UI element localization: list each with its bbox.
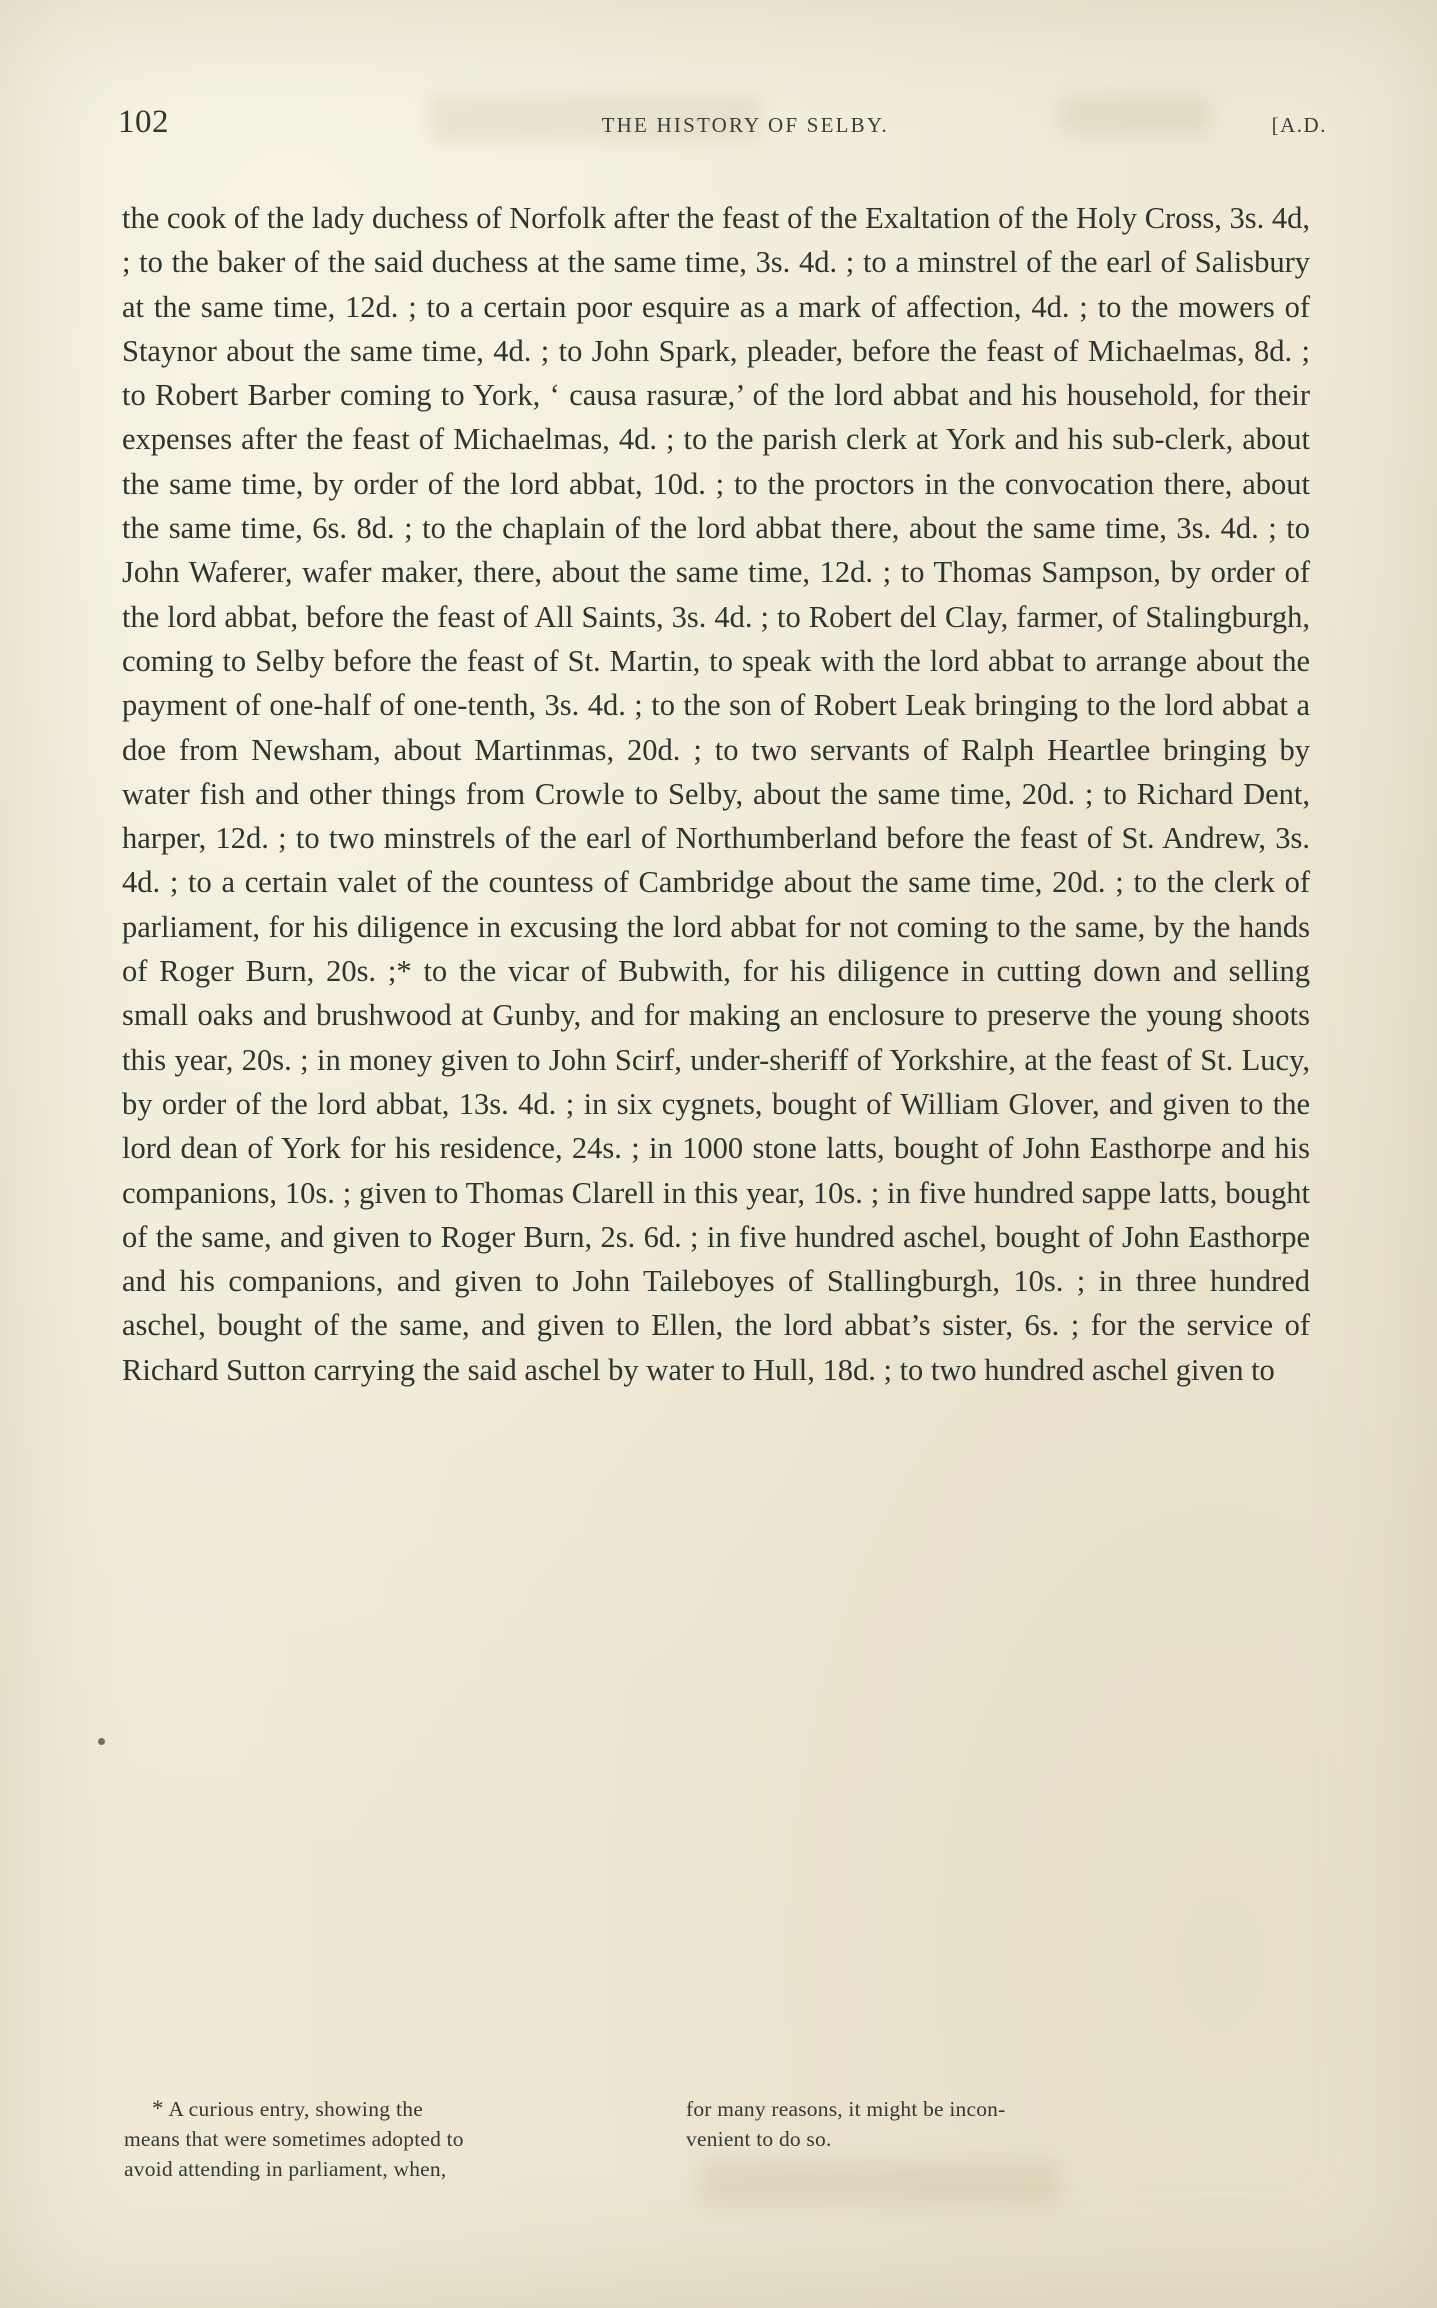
footnote-text: A curious entry, showing the — [168, 2097, 424, 2121]
running-title: THE HISTORY OF SELBY. — [601, 113, 889, 137]
footnote — [124, 2094, 1302, 2184]
date-mark-label: A.D. — [1280, 113, 1327, 137]
footnote-line: for many reasons, it might be incon- — [686, 2097, 1006, 2121]
marginal-dot — [98, 1738, 105, 1745]
body-paragraph: the cook of the lady duchess of Norfolk after the feast of the Exaltation of the Holy Cross, 3s. 4d, ; to the baker of the said duchess at the same time, 3s. 4d. ; to a minstrel of the earl of Salisbury at the same time, 12d. ; to a certain poor esquire as a mark of affection, 4d. ; to the mowers of Staynor about the same time, 4d. ; to John Spark, pleader, before the feast of Michaelmas, 8d. ; to Robert Barber coming to York, ‘ causa rasuræ,’ of the lord abbat and his household, for their expenses after the feast of Michaelmas, 4d. ; to the parish clerk at York and his sub-clerk, about the same time, by order of the lord abbat, 10d. ; to the proctors in the convocation there, about the same time, 6s. 8d. ; to the chaplain of the lord abbat there, about the same time, 3s. 4d. ; to John Waferer, wafer maker, there, about the same time, 12d. ; to Thomas Sampson, by order of the lord abbat, before the feast of All Saints, 3s. 4d. ; to Robert del Clay, farmer, of Stalingburgh, coming to Selby before the feast of St. Martin, to speak with the lord abbat to arrange about the payment of one-half of one-tenth, 3s. 4d. ; to the son of Robert Leak bringing to the lord abbat a doe from Newsham, about Martinmas, 20d. ; to two servants of Ralph Heartlee bringing by water fish and other things from Crowle to Selby, about the same time, 20d. ; to Richard Dent, harper, 12d. ; to two minstrels of the earl of Northumberland before the feast of St. Andrew, 3s. 4d. ; to a certain valet of the countess of Cambridge about the same time, 20d. ; to the clerk of parliament, for his diligence in excusing the lord abbat for not coming to the same, by the hands of Roger Burn, 20s. ;* to the vicar of Bubwith, for his diligence in cutting down and selling small oaks and brushwood at Gunby, and for making an enclosure to preserve the young shoots this year, 20s. ; in money given to John Scirf, under-sheriff of Yorkshire, at the feast of St. Lucy, by order of the lord abbat, 13s. 4d. ; in six cygnets, bought of William Glover, and given to the lord dean of York for his residence, 24s. ; in 1000 stone latts, bought of John Easthorpe and his companions, 10s. ; given to Thomas Clarell in this year, 10s. ; in five hundred sappe latts, bought of the same, and given to Roger Burn, 2s. 6d. ; in five hundred aschel, bought of John Easthorpe and his companions, and given to John Taileboyes of Stallingburgh, 10s. ; in three hundred aschel, bought of the same, and given to Ellen, the lord abbat’s sister, 6s. ; for the service of Richard Sutton carrying the said aschel by water to Hull, 18d. ; to two hundred aschel given to — [122, 201, 1310, 1387]
footnote-column-left — [124, 2094, 686, 2184]
date-mark-bracket: [ — [1271, 113, 1281, 137]
page-header — [118, 104, 1327, 144]
page-body — [122, 196, 1310, 1392]
footnote-line: avoid attending in parliament, when, — [124, 2157, 447, 2181]
footnote-line: means that were sometimes adopted to — [124, 2127, 464, 2151]
footnote-marker: * — [152, 2096, 164, 2121]
footnote-line — [124, 2094, 686, 2124]
footnote-column-right — [686, 2094, 1286, 2184]
date-mark — [1272, 113, 1327, 138]
page-number: 102 — [118, 104, 169, 140]
footnote-line: venient to do so. — [686, 2127, 832, 2151]
